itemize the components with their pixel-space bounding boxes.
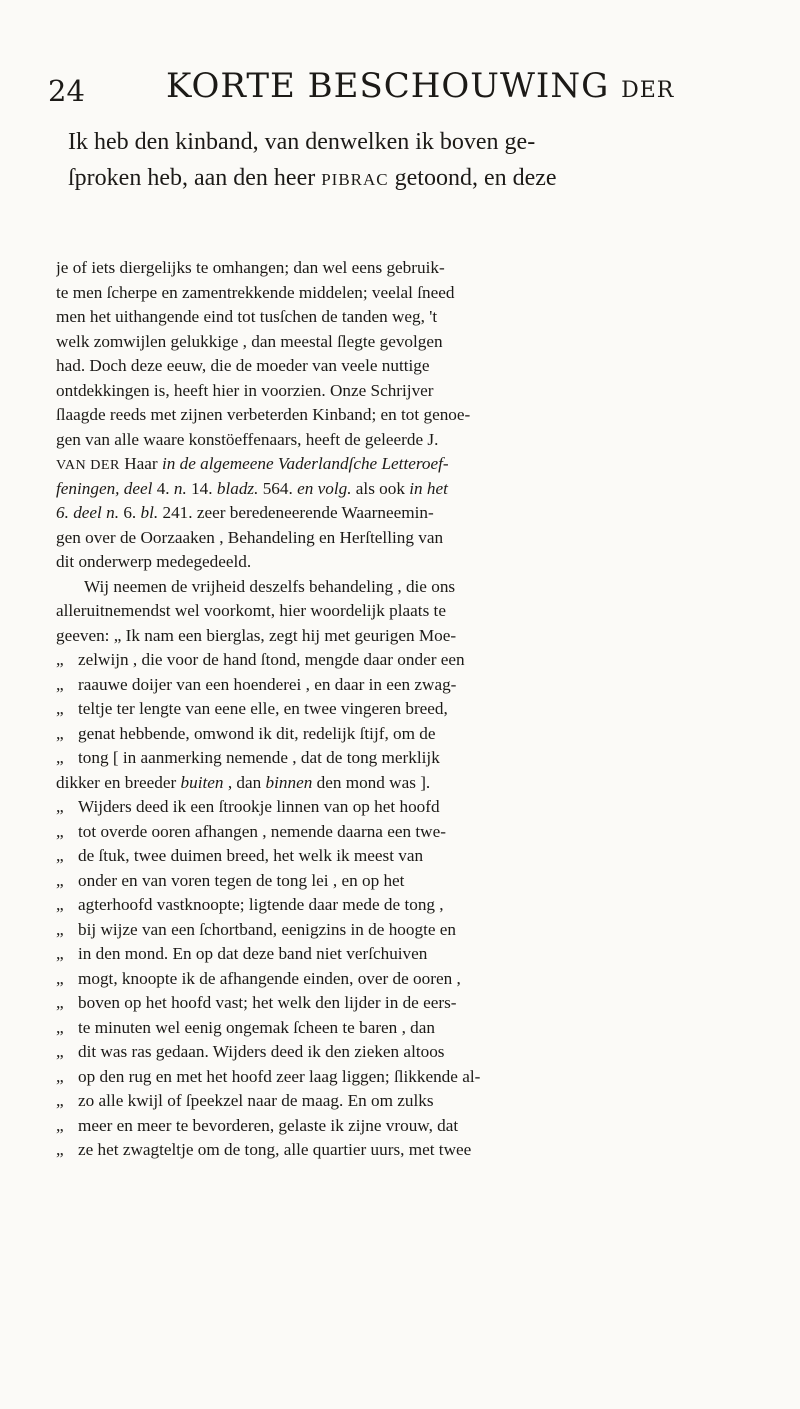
- line-text: Wij neemen de vrijheid deszelfs behandeling , die ons: [84, 576, 456, 596]
- text-line: [56, 991, 790, 1016]
- line-text: zo alle kwijl of ſpeekzel naar de maag. En om zulks: [78, 1091, 434, 1110]
- text-line: [56, 477, 790, 502]
- line-segment: en volg.: [297, 478, 352, 498]
- line-segment: in de algemeene Vaderlandſche Letteroef-: [161, 454, 449, 473]
- line-segment: 14.: [186, 478, 217, 498]
- text-line: [56, 795, 790, 820]
- running-head-title: KORTE BESCHOUWING: [166, 66, 610, 106]
- quote-mark: „: [56, 968, 64, 988]
- line-text: Wijders deed ik een ſtrookje linnen van op het hoofd: [78, 797, 440, 816]
- person-name-pibrac: PIBRAC: [321, 170, 389, 189]
- quote-mark: „: [56, 748, 64, 767]
- text-line: [56, 256, 790, 281]
- quote-mark: „: [56, 797, 64, 816]
- text-line: [56, 820, 790, 845]
- line-text: gen van alle waare konstöeffenaars, heeft de geleerde J.: [56, 429, 439, 449]
- quote-mark: „: [56, 723, 64, 743]
- line-segment: in het: [409, 478, 448, 498]
- line-text: boven op het hoofd vast; het welk den lijder in de eers-: [78, 993, 457, 1012]
- quote-mark: „: [56, 846, 64, 865]
- text-line: [56, 648, 790, 673]
- quote-mark: „: [56, 1017, 64, 1037]
- text-line: [56, 452, 790, 477]
- line-text: de ſtuk, twee duimen breed, het welk ik meest van: [78, 846, 424, 865]
- text-line: [56, 624, 790, 649]
- quote-mark: „: [56, 1115, 64, 1135]
- line-text: geeven: „ Ik nam een bierglas, zegt hij met geurigen Moe-: [56, 625, 457, 645]
- quote-mark: „: [56, 870, 64, 890]
- line-text: onder en van voren tegen de tong lei , en op het: [78, 870, 405, 890]
- text-line: [56, 942, 790, 967]
- line-segment: 4.: [152, 478, 174, 498]
- text-line: [56, 746, 790, 771]
- page-header: [48, 66, 788, 116]
- text-line: [56, 967, 790, 992]
- line-segment: Haar: [119, 454, 162, 473]
- text-line: [56, 1089, 790, 1114]
- text-line: [56, 379, 790, 404]
- line-text: had. Doch deze eeuw, die de moeder van veele nuttige: [56, 356, 430, 375]
- text-line: [56, 1065, 790, 1090]
- line-text: tot overde ooren afhangen , nemende daarna een twe-: [78, 821, 446, 841]
- line-text: je of iets diergelijks te omhangen; dan wel eens gebruik-: [56, 258, 445, 277]
- page-number: 24: [48, 74, 85, 108]
- text-line: [56, 869, 790, 894]
- quote-mark: „: [56, 674, 64, 694]
- line-segment: binnen: [265, 772, 313, 792]
- text-line: [56, 697, 790, 722]
- quote-mark: „: [56, 650, 64, 669]
- text-line: [56, 501, 790, 526]
- running-head: [166, 66, 674, 106]
- quote-mark: „: [56, 821, 64, 841]
- quote-mark: „: [56, 993, 64, 1012]
- quote-mark: „: [56, 944, 64, 963]
- line-text: men het uithangende eind tot tusſchen de tanden weg, 't: [56, 307, 438, 326]
- line-segment: bl.: [140, 503, 159, 522]
- lead-line-2: [68, 160, 788, 198]
- lead-line-2-start: ſproken heb, aan den heer: [68, 165, 322, 191]
- text-line: [56, 575, 790, 600]
- text-line: [56, 918, 790, 943]
- line-text: ze het zwagteltje om de tong, alle quartier uurs, met twee: [78, 1140, 472, 1159]
- text-line: [56, 354, 790, 379]
- quote-mark: „: [56, 1066, 64, 1086]
- line-segment: dikker en breeder: [56, 772, 181, 792]
- text-line: [56, 1114, 790, 1139]
- text-line: [56, 330, 790, 355]
- line-text: op den rug en met het hoofd zeer laag liggen; ſlikkende al-: [78, 1066, 481, 1086]
- line-text: teltje ter lengte van eene elle, en twee vingeren breed,: [78, 699, 448, 718]
- line-segment: 6. deel n.: [56, 503, 120, 522]
- text-line: [56, 1016, 790, 1041]
- quote-mark: „: [56, 1042, 64, 1061]
- line-text: tong [ in aanmerking nemende , dat de tong merklijk: [78, 748, 440, 767]
- line-text: mogt, knoopte ik de afhangende einden, over de ooren ,: [78, 968, 461, 988]
- line-text: te men ſcherpe en zamentrekkende middelen; veelal ſneed: [56, 282, 455, 302]
- line-segment: buiten: [180, 772, 224, 792]
- line-text: ſlaagde reeds met zijnen verbeterden Kinband; en tot genoe-: [56, 405, 471, 424]
- text-line: [56, 403, 790, 428]
- line-text: dit onderwerp medegedeeld.: [56, 552, 252, 571]
- lead-paragraph: [68, 124, 788, 198]
- text-line: [56, 428, 790, 453]
- line-segment: 241. zeer beredeneerende Waarneemin-: [158, 503, 434, 522]
- text-line: [56, 722, 790, 747]
- lead-line-1: Ik heb den kinband, van denwelken ik boven ge-: [68, 129, 536, 155]
- line-text: genat hebbende, omwond ik dit, redelijk ſtijf, om de: [78, 723, 436, 743]
- text-line: [56, 526, 790, 551]
- line-segment: n.: [173, 478, 187, 498]
- text-line: [56, 1040, 790, 1065]
- text-line: [56, 550, 790, 575]
- line-segment: VAN DER: [56, 457, 120, 473]
- line-text: dit was ras gedaan. Wijders deed ik den zieken altoos: [78, 1042, 445, 1061]
- quote-mark: „: [56, 1140, 64, 1159]
- line-text: gen over de Oorzaaken , Behandeling en Herſtelling van: [56, 527, 444, 547]
- line-segment: bladz.: [216, 478, 259, 498]
- line-segment: 564.: [258, 478, 298, 498]
- line-segment: den mond was ].: [312, 772, 431, 792]
- text-line: [56, 1138, 790, 1163]
- line-segment: feningen, deel: [56, 478, 153, 498]
- text-line: [56, 893, 790, 918]
- lead-line-2-end: getoond, en deze: [388, 165, 557, 191]
- line-segment: , dan: [223, 772, 266, 792]
- line-text: zelwijn , die voor de hand ſtond, mengde daar onder een: [78, 650, 465, 669]
- text-line: [56, 673, 790, 698]
- body-text: [56, 256, 790, 1163]
- text-line: [56, 281, 790, 306]
- line-segment: als ook: [351, 478, 410, 498]
- line-segment: 6.: [119, 503, 141, 522]
- line-text: agterhoofd vastknoopte; ligtende daar mede de tong ,: [78, 895, 444, 914]
- quote-mark: „: [56, 895, 64, 914]
- line-text: welk zomwijlen gelukkige , dan meestal ſlegte gevolgen: [56, 331, 443, 351]
- line-text: meer en meer te bevorderen, gelaste ik zijne vrouw, dat: [78, 1115, 459, 1135]
- running-head-small: DER: [621, 78, 675, 103]
- text-line: [56, 771, 790, 796]
- line-text: ontdekkingen is, heeft hier in voorzien. Onze Schrijver: [56, 380, 434, 400]
- quote-mark: „: [56, 699, 64, 718]
- text-line: [56, 599, 790, 624]
- line-text: in den mond. En op dat deze band niet verſchuiven: [78, 944, 428, 963]
- line-text: te minuten wel eenig ongemak ſcheen te baren , dan: [78, 1017, 435, 1037]
- line-text: alleruitnemendst wel voorkomt, hier woordelijk plaats te: [56, 601, 446, 620]
- quote-mark: „: [56, 919, 64, 939]
- text-line: [56, 305, 790, 330]
- quote-mark: „: [56, 1091, 64, 1110]
- line-text: bij wijze van een ſchortband, eenigzins in de hoogte en: [78, 919, 456, 939]
- line-text: raauwe doijer van een hoenderei , en daar in een zwag-: [78, 674, 457, 694]
- text-line: [56, 844, 790, 869]
